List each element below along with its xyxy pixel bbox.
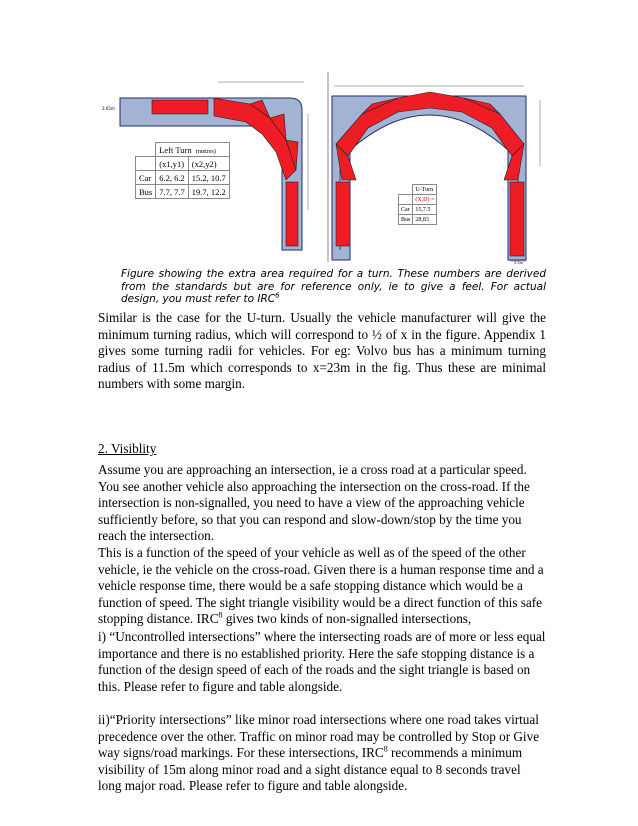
paragraph-uncontrolled: i) “Uncontrolled intersections” where the intersecting roads are of more or less equal importance and there is no established priority. Here the safe stopping distance is a function of the design speed of each of the roads and the sight triangle is based on this. Please refer to figure and table alongside.: [98, 629, 546, 694]
text-span: recommends a minimum visibility of 15m along minor road and a sight distance equal to 8 seconds travel long major road. Please refer to figure and table alongside.: [98, 745, 523, 794]
cell: 6.2, 6.2: [156, 171, 189, 185]
table-row: [136, 185, 230, 199]
row-label: Car: [399, 205, 413, 215]
text-span: ii)“Priority intersections” like minor road intersections where one road takes virtual precedence over the other. Traffic on minor road may be controlled by Stop or Give way signs/road markings. For these intersections, IRC: [98, 712, 540, 761]
paragraph-assume: Assume you are approaching an intersection, ie a cross road at a particular speed. You see another vehicle also approaching the intersection on the cross-road. If the intersection is non-signalled, you need to have a view of the approaching vehicle sufficiently before, so that you can respond and slow-down/stop by the time you reach the intersection.: [98, 462, 530, 544]
paragraph-uturn: Similar is the case for the U-turn. Usually the vehicle manufacturer will give the minimum turning radius, which will correspond to ½ of x in the figure. Appendix 1 gives some turning radii for vehicles. For eg: Volvo bus has a minimum turning radius of 11.5m which corresponds to x=23m in the fig. Thus these are minimal numbers with some margin.: [98, 310, 546, 392]
row-label: Bus: [399, 215, 413, 225]
left-table-unit: (metres): [195, 148, 216, 155]
lane-label: 3.5m: [514, 261, 523, 265]
left-turn-table: [135, 142, 230, 199]
table-row: [399, 215, 437, 225]
paragraph-function: [98, 545, 546, 628]
figure-caption: [121, 268, 546, 306]
cell: 15.2, 10.7: [188, 171, 229, 185]
cell: 28,83: [413, 215, 437, 225]
row-label: Bus: [136, 185, 156, 199]
table-row: [399, 205, 437, 215]
car-rect-icon: [152, 100, 208, 114]
caption-text: Figure showing the extra area required for a turn. These numbers are derived from the standards but are for reference only, ie to give a feel. For actual design, you must refer to IRC: [121, 268, 546, 305]
section-heading: 2. Visiblity: [98, 441, 157, 456]
row-label: Car: [136, 171, 156, 185]
text-span: gives two kinds of non-signalled intersections,: [222, 611, 472, 627]
width-label: 3.65m: [102, 106, 115, 111]
u-turn-table: [398, 184, 437, 225]
u-turn-diagram: [328, 72, 540, 265]
caption-ref: 6: [275, 291, 280, 300]
left-table-header: (x2,y2): [188, 157, 229, 171]
table-row: [136, 171, 230, 185]
cell: 19.7, 12.2: [188, 185, 229, 199]
cell: 15,7.5: [413, 205, 437, 215]
u-table-sub: (X,D) =: [413, 195, 437, 205]
left-table-title: Left Turn: [159, 144, 192, 155]
u-table-title: U-Turn: [413, 185, 437, 195]
left-table-header: (x1,y1): [156, 157, 189, 171]
text-span: This is a function of the speed of your vehicle as well as of the speed of the other vehicle, ie the vehicle on the cross-road. Given there is a human response time and a vehicle response time, there would be a safe stopping distance which would be a function of speed. The sight triangle visibility would be a direct function of this safe stopping distance. IRC: [98, 545, 544, 627]
cell: 7.7, 7.7: [156, 185, 189, 199]
paragraph-priority: [98, 712, 546, 795]
ref-sup: 8: [383, 744, 388, 754]
ref-sup: 8: [218, 610, 223, 620]
